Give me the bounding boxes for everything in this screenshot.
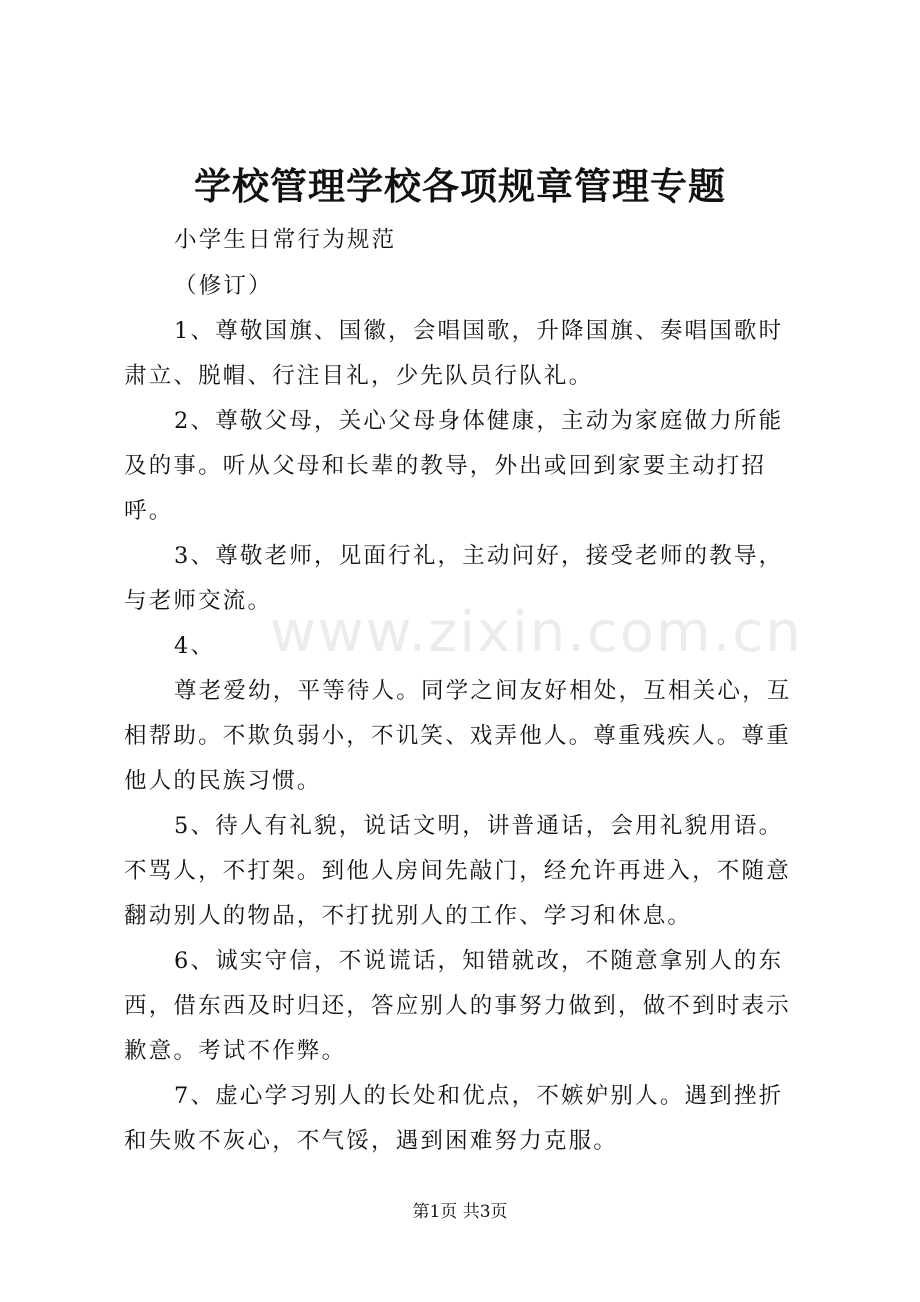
document-body (124, 218, 808, 1164)
rule-paragraph-3: 3、尊敬老师，见面行礼，主动问好，接受老师的教导，与老师交流。 (124, 543, 784, 614)
rule-paragraph-5: 5、待人有礼貌，说话文明，讲普通话，会用礼貌用语。不骂人，不打架。到他人房间先敲门，经允许再进入，不随意翻动别人的物品，不打扰别人的工作、学习和休息。 (124, 813, 791, 929)
document-title: 学校管理学校各项规章管理专题 (194, 164, 726, 208)
watermark: www.zixin.com.cn (270, 600, 803, 665)
rule-paragraph-2: 2、尊敬父母，关心父母身体健康，主动为家庭做力所能及的事。听从父母和长辈的教导，外出或回到家要主动打招呼。 (124, 408, 784, 524)
rule-paragraph-1: 1、尊敬国旗、国徽，会唱国歌，升降国旗、奏唱国歌时肃立、脱帽、行注目礼，少先队员行队礼。 (124, 318, 784, 389)
page-footer: 第1页 共3页 (412, 1202, 508, 1222)
rule-paragraph-6: 6、诚实守信，不说谎话，知错就改，不随意拿别人的东西，借东西及时归还，答应别人的事努力做到，做不到时表示歉意。考试不作弊。 (124, 948, 791, 1064)
revision-note: （修订） (174, 272, 273, 299)
rule-paragraph-7: 7、虚心学习别人的长处和优点，不嫉妒别人。遇到挫折和失败不灰心，不气馁，遇到困难努力克服。 (124, 1083, 784, 1154)
rule-paragraph-4-number: 4、 (174, 633, 216, 659)
subtitle: 小学生日常行为规范 (174, 227, 397, 253)
rule-paragraph-4: 尊老爱幼，平等待人。同学之间友好相处，互相关心，互相帮助。不欺负弱小，不讥笑、戏弄他人。尊重残疾人。尊重他人的民族习惯。 (124, 678, 792, 794)
